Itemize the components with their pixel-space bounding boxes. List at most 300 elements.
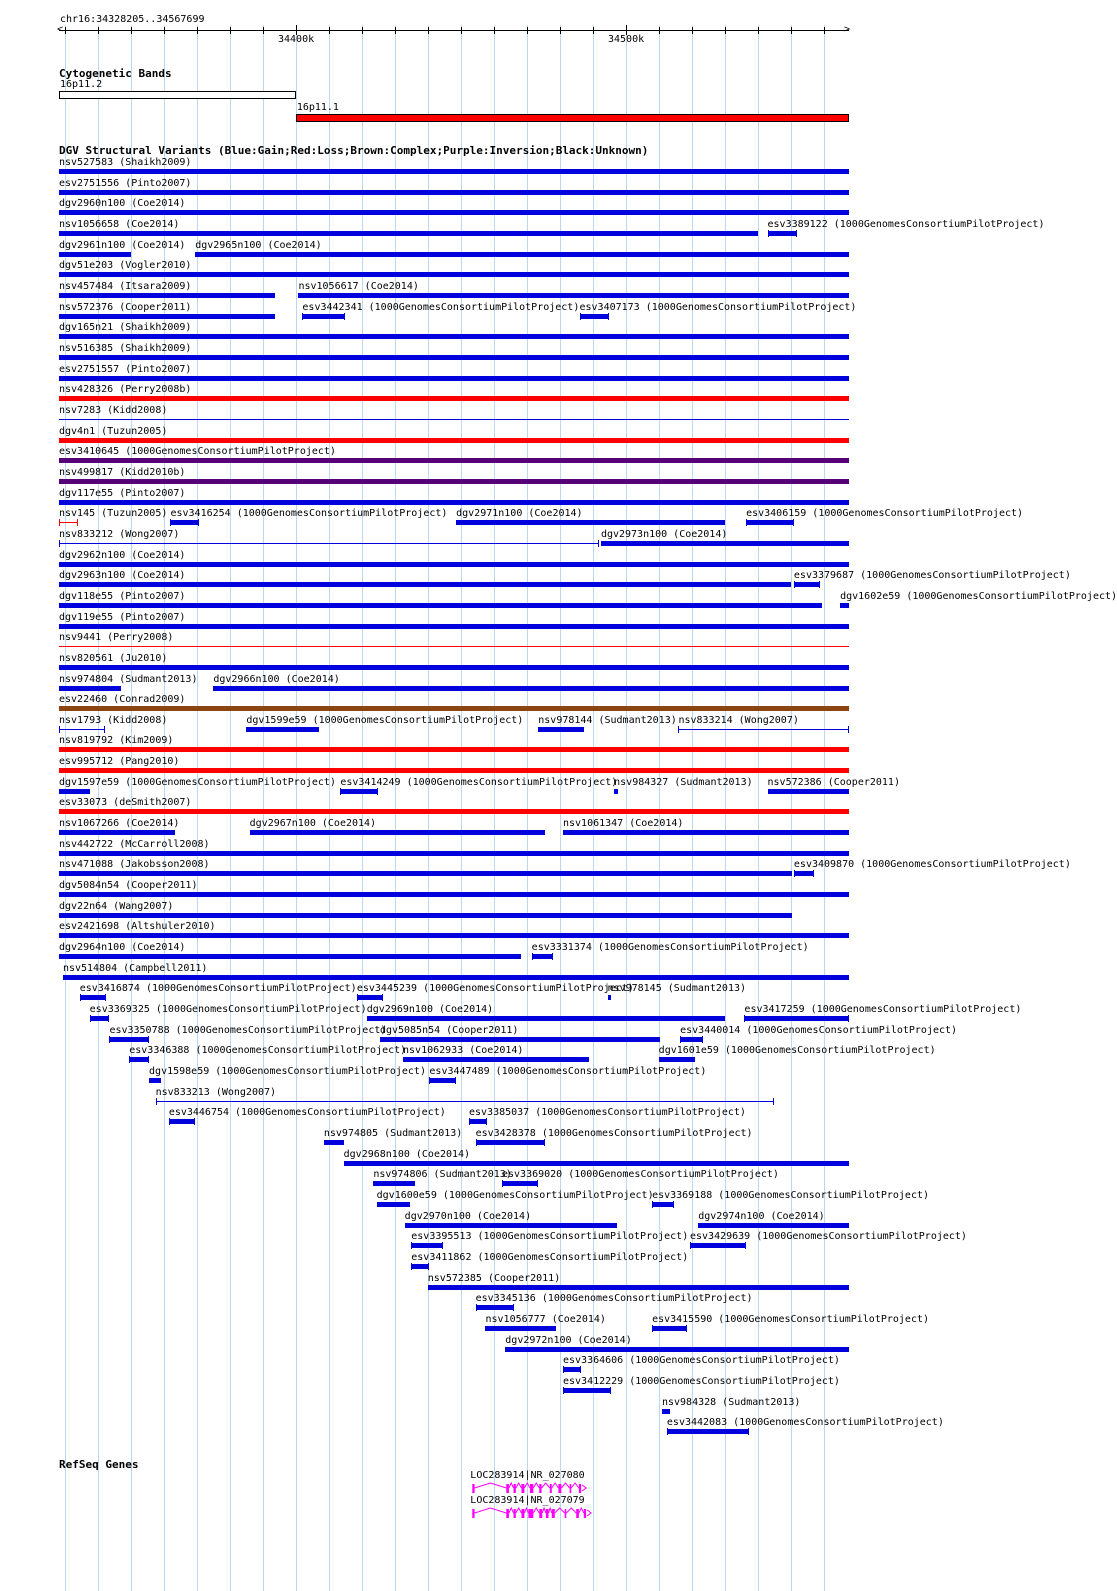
gene-exon [506, 1509, 509, 1518]
dgv-feature-label: dgv118e55 (Pinto2007) [59, 590, 186, 602]
ruler-tick [824, 27, 825, 34]
dgv-feature-cap-left [357, 994, 358, 1001]
dgv-feature-bar[interactable] [768, 789, 849, 794]
gene-exon [565, 1509, 567, 1518]
dgv-feature-bar[interactable] [662, 1409, 670, 1414]
ruler-tick [659, 27, 660, 34]
dgv-feature-cap-right [796, 230, 797, 237]
dgv-feature-cap-right [544, 1139, 545, 1146]
dgv-feature-label: esv3406159 (1000GenomesConsortiumPilotProject) [746, 508, 1024, 520]
dgv-feature-bar[interactable] [563, 1367, 581, 1372]
dgv-feature-bar[interactable] [195, 252, 849, 257]
dgv-feature-label: dgv4n1 (Tuzun2005) [59, 425, 168, 437]
dgv-feature-bar[interactable] [563, 1388, 611, 1393]
dgv-feature-bar[interactable] [59, 933, 849, 938]
dgv-feature-bar[interactable] [601, 541, 849, 546]
dgv-feature-label: dgv165n21 (Shaikh2009) [59, 322, 192, 334]
ruler-tick [692, 27, 693, 34]
dgv-feature-bar[interactable] [59, 522, 78, 523]
dgv-feature-cap-left [59, 540, 60, 547]
dgv-feature-label: nsv514804 (Campbell2011) [62, 962, 208, 974]
grid-line [197, 25, 198, 1591]
strand-arrow-icon [587, 1510, 591, 1516]
dgv-feature-label: dgv1601e59 (1000GenomesConsortiumPilotProject) [658, 1045, 936, 1057]
dgv-feature-cap-right [819, 581, 820, 588]
dgv-feature-bar[interactable] [59, 686, 121, 691]
dgv-feature-bar[interactable] [59, 272, 849, 277]
dgv-feature-cap-right [382, 994, 383, 1001]
dgv-feature-bar[interactable] [608, 995, 611, 1000]
dgv-feature-bar[interactable] [411, 1243, 442, 1248]
gene-exon [550, 1484, 552, 1493]
ruler-label: 34500k [608, 34, 645, 45]
gene-label: LOC283914|NR_027080 [470, 1470, 585, 1481]
gene-intron [524, 1483, 530, 1488]
dgv-feature-label: esv3369020 (1000GenomesConsortiumPilotProject) [501, 1169, 779, 1181]
dgv-feature-cap-right [344, 313, 345, 320]
dgv-feature-bar[interactable] [170, 520, 198, 525]
dgv-feature-bar[interactable] [59, 252, 131, 257]
dgv-feature-bar[interactable] [377, 1202, 410, 1207]
ruler-tick [461, 27, 462, 34]
dgv-feature-label: nsv499817 (Kidd2010b) [59, 466, 186, 478]
dgv-feature-bar[interactable] [746, 520, 794, 525]
gene-intron [533, 1508, 539, 1513]
dgv-feature-label: esv3369188 (1000GenomesConsortiumPilotProject) [652, 1190, 930, 1201]
dgv-feature-bar[interactable] [59, 334, 849, 339]
dgv-feature-label: nsv974805 (Sudmant2013) [323, 1128, 463, 1140]
dgv-feature-bar[interactable] [59, 210, 849, 215]
dgv-feature-bar[interactable] [380, 1037, 660, 1042]
dgv-feature-label: nsv984327 (Sudmant2013) [614, 776, 753, 788]
dgv-feature-label: esv3407173 (1000GenomesConsortiumPilotProject) [579, 301, 857, 313]
dgv-feature-bar[interactable] [59, 562, 849, 567]
dgv-feature-label: dgv5085n54 (Cooper2011) [379, 1024, 519, 1036]
gene-intron [579, 1508, 584, 1513]
dgv-feature-label: dgv1597e59 (1000GenomesConsortiumPilotProject) [59, 776, 336, 788]
dgv-feature-bar[interactable] [324, 1140, 344, 1145]
cytoband-track-title: Cytogenetic Bands [59, 67, 172, 80]
dgv-feature-cap-right [608, 313, 609, 320]
ruler-tick [98, 27, 99, 34]
dgv-feature-cap-left [476, 1139, 477, 1146]
dgv-feature-bar[interactable] [59, 913, 792, 918]
dgv-feature-cap-left [768, 230, 769, 237]
dgv-feature-bar[interactable] [59, 582, 791, 587]
dgv-feature-label: esv3412229 (1000GenomesConsortiumPilotProject) [563, 1375, 840, 1387]
ruler-tick [395, 27, 396, 34]
dgv-feature-bar[interactable] [59, 169, 849, 174]
dgv-feature-bar[interactable] [59, 706, 849, 711]
dgv-feature-bar[interactable] [768, 231, 798, 236]
ruler-tick [428, 27, 429, 34]
dgv-feature-cap-right [773, 1098, 774, 1105]
dgv-feature-bar[interactable] [59, 458, 849, 463]
dgv-feature-cap-right [428, 1263, 429, 1270]
dgv-feature-bar[interactable] [59, 314, 275, 319]
dgv-feature-label: nsv974806 (Sudmant2013) [373, 1169, 512, 1181]
dgv-feature-bar[interactable] [652, 1202, 673, 1207]
dgv-feature-bar[interactable] [614, 789, 618, 794]
dgv-feature-cap-right [748, 1428, 749, 1435]
dgv-feature-cap-right [610, 1387, 611, 1394]
dgv-feature-bar[interactable] [502, 1181, 538, 1186]
dgv-feature-bar[interactable] [156, 1101, 774, 1102]
gene-exon [576, 1509, 579, 1518]
dgv-feature-bar[interactable] [580, 314, 610, 319]
dgv-feature-bar[interactable] [469, 1119, 487, 1124]
dgv-feature-cap-right [198, 519, 199, 526]
gene-intron [509, 1508, 514, 1513]
dgv-feature-cap-left [532, 953, 533, 960]
dgv-feature-cap-right [848, 726, 849, 733]
gene-exon [570, 1484, 572, 1493]
dgv-feature-cap-left [429, 1077, 430, 1084]
strand-arrow-icon [582, 1485, 586, 1491]
cytoband-16p11.1[interactable] [296, 114, 849, 122]
grid-line [560, 25, 561, 1591]
dgv-feature-bar[interactable] [169, 1119, 195, 1124]
dgv-feature-label: esv3442083 (1000GenomesConsortiumPilotProject) [666, 1417, 944, 1429]
dgv-feature-label: dgv1600e59 (1000GenomesConsortiumPilotProject) [376, 1190, 654, 1201]
ruler-tick [527, 27, 528, 34]
dgv-feature-label: dgv5084n54 (Cooper2011) [59, 880, 198, 892]
dgv-feature-cap-right [104, 726, 105, 733]
gene-intron [571, 1483, 579, 1488]
dgv-feature-cap-left [502, 1180, 503, 1187]
gene-exon [521, 1484, 524, 1493]
dgv-feature-label: nsv833212 (Wong2007) [59, 528, 180, 540]
grid-line [428, 25, 429, 1591]
gene-exon [514, 1509, 516, 1518]
dgv-feature-label: dgv2960n100 (Coe2014) [59, 198, 186, 210]
cytoband-label: 16p11.1 [296, 102, 339, 113]
dgv-feature-cap-left [80, 994, 81, 1001]
dgv-feature-label: nsv572386 (Cooper2011) [767, 776, 900, 788]
dgv-feature-cap-left [340, 788, 341, 795]
ruler-tick [197, 27, 198, 34]
ruler-tick [263, 27, 264, 34]
dgv-feature-label: dgv2967n100 (Coe2014) [249, 818, 377, 830]
dgv-feature-bar[interactable] [403, 1057, 589, 1062]
dgv-feature-bar[interactable] [298, 293, 849, 298]
dgv-feature-cap-left [411, 1263, 412, 1270]
grid-line [263, 25, 264, 1591]
dgv-feature-label: esv2751557 (Pinto2007) [59, 363, 192, 375]
dgv-feature-label: esv3411862 (1000GenomesConsortiumPilotProject) [411, 1251, 689, 1263]
dgv-feature-bar[interactable] [532, 954, 553, 959]
dgv-feature-bar[interactable] [59, 543, 599, 544]
dgv-feature-label: nsv457484 (Itsara2009) [59, 280, 192, 292]
dgv-feature-bar[interactable] [59, 871, 792, 876]
gene-model-LOC283914|NR_027079[interactable] [0, 1505, 890, 1525]
dgv-feature-label: dgv117e55 (Pinto2007) [59, 487, 186, 499]
gene-intron [542, 1508, 546, 1513]
dgv-feature-label: nsv1056777 (Coe2014) [485, 1313, 606, 1325]
dgv-feature-bar[interactable] [429, 1078, 455, 1083]
grid-line [527, 25, 528, 1591]
dgv-feature-cap-left [667, 1428, 668, 1435]
dgv-feature-label: dgv51e203 (Vogler2010) [59, 260, 192, 272]
dgv-feature-bar[interactable] [485, 1326, 556, 1331]
dgv-feature-label: dgv2961n100 (Coe2014) [59, 239, 186, 251]
dgv-feature-label: dgv2963n100 (Coe2014) [59, 570, 186, 582]
dgv-feature-label: nsv145 (Tuzun2005) [59, 508, 168, 520]
dgv-feature-bar[interactable] [667, 1429, 749, 1434]
dgv-feature-label: esv3416254 (1000GenomesConsortiumPilotProject) [170, 508, 448, 520]
dgv-feature-bar[interactable] [367, 1016, 725, 1021]
dgv-feature-bar[interactable] [340, 789, 378, 794]
dgv-feature-label: dgv1598e59 (1000GenomesConsortiumPilotProject) [149, 1066, 426, 1078]
dgv-feature-label: dgv1602e59 (1000GenomesConsortiumPilotProject) [840, 590, 1117, 602]
gene-exon [558, 1484, 561, 1493]
dgv-feature-label: esv3331374 (1000GenomesConsortiumPilotProject) [531, 942, 809, 954]
dgv-feature-cap-left [156, 1098, 157, 1105]
dgv-feature-label: dgv2965n100 (Coe2014) [195, 239, 322, 251]
dgv-feature-bar[interactable] [538, 727, 584, 732]
gene-exon [552, 1509, 555, 1518]
dgv-feature-label: nsv572376 (Cooper2011) [59, 301, 192, 313]
dgv-feature-label: nsv984328 (Sudmant2013) [661, 1396, 801, 1408]
dgv-feature-bar[interactable] [59, 646, 849, 647]
grid-line [395, 25, 396, 1591]
dgv-feature-bar[interactable] [59, 231, 758, 236]
gene-model-LOC283914|NR_027080[interactable] [0, 1480, 890, 1500]
dgv-feature-bar[interactable] [744, 1016, 849, 1021]
gene-exon [506, 1484, 509, 1493]
dgv-feature-bar[interactable] [63, 975, 849, 980]
gene-exon [521, 1509, 524, 1518]
dgv-feature-bar[interactable] [59, 729, 105, 730]
dgv-feature-bar[interactable] [59, 355, 849, 360]
dgv-feature-bar[interactable] [149, 1078, 161, 1083]
dgv-feature-bar[interactable] [59, 768, 849, 773]
gene-exon [472, 1509, 474, 1518]
dgv-feature-cap-left [652, 1325, 653, 1332]
dgv-feature-label: esv3417259 (1000GenomesConsortiumPilotProject) [744, 1004, 1022, 1016]
dgv-feature-cap-left [652, 1201, 653, 1208]
dgv-feature-bar[interactable] [59, 479, 849, 484]
refseq-track-title: RefSeq Genes [59, 1458, 139, 1471]
grid-line [494, 25, 495, 1591]
gene-exon [539, 1509, 542, 1518]
dgv-feature-cap-left [794, 581, 795, 588]
dgv-feature-cap-left [794, 870, 795, 877]
dgv-feature-label: esv22460 (Conrad2009) [59, 694, 186, 706]
dgv-feature-label: nsv442722 (McCarroll2008) [59, 838, 210, 850]
gene-intron [548, 1508, 551, 1513]
dgv-feature-label: esv3346388 (1000GenomesConsortiumPilotProject) [129, 1045, 407, 1057]
dgv-feature-label: esv3395513 (1000GenomesConsortiumPilotProject) [411, 1231, 689, 1243]
ruler-tick [791, 27, 792, 34]
dgv-track-title: DGV Structural Variants (Blue:Gain;Red:Loss;Brown:Complex;Purple:Inversion;Black:Unknown) [59, 144, 649, 157]
dgv-feature-bar[interactable] [59, 376, 849, 381]
dgv-feature-cap-right [486, 1118, 487, 1125]
dgv-feature-label: nsv7283 (Kidd2008) [59, 404, 168, 416]
gene-intron [542, 1483, 550, 1488]
ruler-tick [494, 27, 495, 34]
gene-intron [524, 1508, 528, 1513]
gene-intron [555, 1508, 565, 1513]
dgv-feature-bar[interactable] [302, 314, 345, 319]
dgv-feature-label: nsv527583 (Shaikh2009) [59, 157, 192, 168]
dgv-feature-label: dgv2969n100 (Coe2014) [366, 1004, 494, 1016]
dgv-feature-label: esv3379687 (1000GenomesConsortiumPilotProject) [793, 570, 1071, 582]
dgv-feature-cap-right [598, 540, 599, 547]
dgv-feature-cap-right [77, 519, 78, 526]
dgv-feature-cap-left [678, 726, 679, 733]
dgv-feature-cap-right [148, 1056, 149, 1063]
gene-intron [475, 1483, 507, 1488]
gene-exon [514, 1484, 516, 1493]
dgv-feature-bar[interactable] [659, 1057, 695, 1062]
dgv-feature-bar[interactable] [405, 1223, 618, 1228]
gene-exon [539, 1484, 541, 1493]
dgv-feature-label: esv2421698 (Altshuler2010) [59, 921, 216, 933]
dgv-feature-bar[interactable] [59, 665, 849, 670]
region-label: chr16:34328205..34567699 [60, 14, 205, 25]
dgv-feature-bar[interactable] [476, 1305, 514, 1310]
dgv-feature-label: nsv1061347 (Coe2014) [563, 818, 684, 830]
dgv-feature-cap-right [673, 1201, 674, 1208]
dgv-feature-bar[interactable] [428, 1285, 849, 1290]
dgv-feature-cap-left [746, 519, 747, 526]
dgv-feature-label: nsv978145 (Sudmant2013) [607, 983, 747, 995]
cytoband-16p11.2[interactable] [59, 91, 296, 99]
dgv-feature-cap-left [563, 1366, 564, 1373]
gene-exon [579, 1484, 581, 1493]
gene-intron [552, 1483, 559, 1488]
dgv-feature-label: dgv2972n100 (Coe2014) [505, 1334, 632, 1346]
dgv-feature-cap-left [90, 1015, 91, 1022]
dgv-feature-cap-right [552, 953, 553, 960]
grid-line [329, 25, 330, 1591]
dgv-feature-bar[interactable] [794, 871, 814, 876]
dgv-feature-cap-right [580, 1366, 581, 1373]
dgv-feature-bar[interactable] [505, 1347, 849, 1352]
dgv-feature-bar[interactable] [59, 396, 849, 401]
dgv-feature-bar[interactable] [59, 190, 849, 195]
dgv-feature-bar[interactable] [246, 727, 319, 732]
dgv-feature-bar[interactable] [109, 1037, 149, 1042]
dgv-feature-bar[interactable] [59, 789, 90, 794]
dgv-feature-bar[interactable] [344, 1161, 849, 1166]
dgv-feature-label: nsv820561 (Ju2010) [59, 652, 168, 664]
cytoband-label: 16p11.2 [60, 79, 103, 90]
dgv-feature-bar[interactable] [698, 1223, 849, 1228]
gene-exon [584, 1509, 586, 1518]
ruler-tick [131, 27, 132, 34]
dgv-feature-label: dgv1599e59 (1000GenomesConsortiumPilotProject) [246, 714, 524, 726]
dgv-feature-cap-right [442, 1242, 443, 1249]
dgv-feature-bar[interactable] [678, 729, 849, 730]
dgv-feature-bar[interactable] [357, 995, 383, 1000]
gene-intron [533, 1483, 539, 1488]
dgv-feature-bar[interactable] [456, 520, 725, 525]
dgv-feature-label: esv3447489 (1000GenomesConsortiumPilotProject) [429, 1066, 707, 1078]
dgv-feature-label: esv3414249 (1000GenomesConsortiumPilotProject) [340, 776, 618, 788]
dgv-feature-label: nsv833213 (Wong2007) [155, 1086, 277, 1098]
ruler-tick [164, 27, 165, 34]
dgv-feature-bar[interactable] [59, 809, 849, 814]
dgv-feature-cap-left [59, 726, 60, 733]
dgv-feature-bar[interactable] [59, 603, 822, 608]
dgv-feature-cap-left [680, 1036, 681, 1043]
ruler-tick [593, 27, 594, 34]
dgv-feature-cap-left [469, 1118, 470, 1125]
dgv-feature-cap-left [563, 1387, 564, 1394]
dgv-feature-cap-right [377, 788, 378, 795]
gene-intron [561, 1483, 569, 1488]
dgv-feature-bar[interactable] [59, 892, 849, 897]
dgv-feature-cap-right [793, 519, 794, 526]
gene-exon [546, 1509, 549, 1518]
gene-intron [509, 1483, 514, 1488]
dgv-feature-bar[interactable] [213, 686, 849, 691]
dgv-feature-cap-right [745, 1242, 746, 1249]
gene-exon [530, 1484, 533, 1493]
dgv-feature-bar[interactable] [652, 1326, 687, 1331]
dgv-feature-label: nsv1062933 (Coe2014) [403, 1045, 524, 1057]
dgv-feature-label: dgv22n64 (Wang2007) [59, 900, 174, 912]
dgv-feature-bar[interactable] [476, 1140, 545, 1145]
dgv-feature-bar[interactable] [90, 1016, 110, 1021]
dgv-feature-label: esv3446754 (1000GenomesConsortiumPilotProject) [168, 1107, 446, 1119]
ruler-tick [362, 27, 363, 34]
dgv-feature-bar[interactable] [59, 954, 521, 959]
dgv-feature-cap-right [702, 1036, 703, 1043]
dgv-feature-cap-left [411, 1242, 412, 1249]
dgv-feature-label: esv3364606 (1000GenomesConsortiumPilotProject) [563, 1355, 840, 1367]
dgv-feature-label: esv3409870 (1000GenomesConsortiumPilotProject) [793, 859, 1071, 871]
dgv-feature-bar[interactable] [59, 624, 849, 629]
ruler-tick [230, 27, 231, 34]
dgv-feature-bar[interactable] [680, 1037, 703, 1042]
grid-line [296, 25, 297, 1591]
gene-intron [475, 1508, 507, 1513]
dgv-feature-label: esv3389122 (1000GenomesConsortiumPilotProject) [767, 218, 1045, 230]
dgv-feature-bar[interactable] [250, 830, 545, 835]
dgv-feature-label: esv3369325 (1000GenomesConsortiumPilotProject) [89, 1004, 367, 1016]
dgv-feature-bar[interactable] [59, 419, 849, 420]
dgv-feature-label: esv3345136 (1000GenomesConsortiumPilotProject) [475, 1293, 753, 1305]
dgv-feature-label: nsv471088 (Jakobsson2008) [59, 859, 210, 871]
dgv-feature-cap-left [129, 1056, 130, 1063]
dgv-feature-bar[interactable] [563, 830, 849, 835]
dgv-feature-bar[interactable] [59, 293, 275, 298]
dgv-feature-bar[interactable] [794, 582, 820, 587]
gene-exon [472, 1484, 474, 1493]
dgv-feature-label: dgv2971n100 (Coe2014) [456, 508, 583, 520]
dgv-feature-bar[interactable] [59, 500, 849, 505]
dgv-feature-bar[interactable] [59, 851, 849, 856]
dgv-feature-cap-right [148, 1036, 149, 1043]
dgv-feature-bar[interactable] [373, 1181, 414, 1186]
dgv-feature-label: nsv1793 (Kidd2008) [59, 714, 168, 726]
dgv-feature-cap-right [537, 1180, 538, 1187]
dgv-feature-bar[interactable] [840, 603, 849, 608]
dgv-feature-bar[interactable] [80, 995, 106, 1000]
dgv-feature-bar[interactable] [129, 1057, 149, 1062]
gene-intron [566, 1508, 576, 1513]
gene-label: LOC283914|NR_027079 [470, 1495, 585, 1506]
dgv-feature-bar[interactable] [59, 747, 849, 752]
dgv-feature-bar[interactable] [59, 830, 175, 835]
dgv-feature-bar[interactable] [690, 1243, 746, 1248]
dgv-feature-label: nsv1056617 (Coe2014) [298, 280, 419, 292]
dgv-feature-bar[interactable] [59, 438, 849, 443]
dgv-feature-bar[interactable] [411, 1264, 429, 1269]
